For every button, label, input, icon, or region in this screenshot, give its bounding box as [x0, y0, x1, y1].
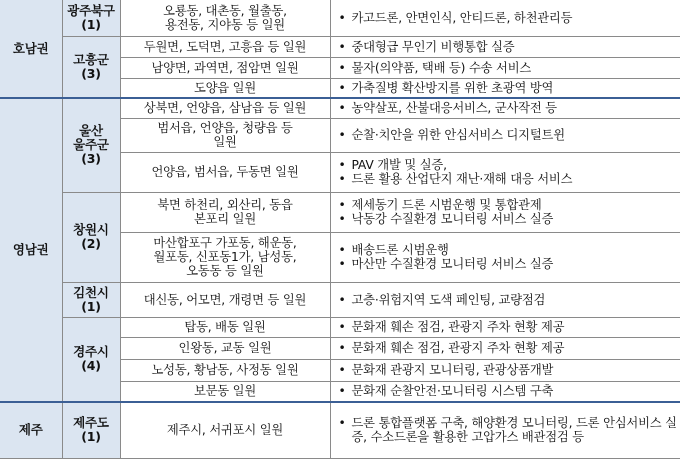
service-item — [339, 363, 678, 377]
area-cell — [120, 381, 330, 402]
area-cell — [120, 98, 330, 118]
area-line: 용전동, 지야동 등 일원 — [165, 17, 285, 32]
table-row — [0, 36, 680, 57]
city-count: (4) — [81, 358, 101, 374]
table-row — [0, 0, 680, 36]
bullet-icon — [339, 81, 352, 95]
service-text: 순찰·치안을 위한 안심서비스 디지털트윈 — [351, 128, 565, 142]
city-name: 광주북구 — [67, 2, 115, 18]
area-cell — [120, 359, 330, 381]
service-cell — [330, 57, 680, 78]
area-line: 일원 — [213, 135, 237, 149]
service-text: 문화재 훼손 점검, 관광지 주차 현황 제공 — [351, 341, 565, 355]
service-item — [339, 61, 678, 75]
area-line: 북면 하천리, 외산리, 동읍 — [157, 198, 293, 212]
service-cell — [330, 78, 680, 98]
service-text: 문화재 순찰안전·모니터링 시스템 구축 — [351, 384, 554, 399]
service-text: PAV 개발 및 실증, — [351, 158, 447, 172]
area-line: 월포동, 신포동1가, 남성동, — [153, 250, 297, 264]
city-count: (1) — [81, 298, 101, 314]
city-count: (2) — [81, 236, 101, 251]
service-text: 드론 통합플랫폼 구축, 해양환경 모니터링, 드론 안심서비스 실증, 수소드론을 활용한 고압가스 배관점검 등 — [351, 416, 677, 445]
city-cell — [62, 402, 120, 458]
bullet-icon — [339, 293, 352, 307]
city-count: (3) — [81, 65, 101, 81]
bullet-icon — [339, 158, 352, 172]
city-cell — [62, 0, 120, 36]
bullet-icon — [339, 101, 352, 115]
city-count: (1) — [81, 16, 101, 32]
city-cell — [62, 317, 120, 402]
service-text: 카고드론, 안면인식, 안티드론, 하천관리등 — [351, 10, 573, 25]
region-cell — [0, 98, 62, 402]
service-item — [339, 158, 678, 172]
service-cell — [330, 192, 680, 232]
service-text: 문화재 훼손 점검, 관광지 주차 현황 제공 — [351, 320, 565, 334]
service-text: 중대형급 무인기 비행통합 실증 — [351, 39, 515, 54]
area-cell — [120, 57, 330, 78]
area-line: 두원면, 도덕면, 고흥읍 등 일원 — [143, 39, 307, 54]
service-text: 문화재 관광지 모니터링, 관광상품개발 — [351, 363, 554, 377]
area-line: 범서읍, 언양읍, 청량읍 등 — [157, 121, 293, 135]
service-text: 배송드론 시범운행 — [351, 243, 449, 257]
region-cell — [0, 402, 62, 458]
city-cell — [62, 282, 120, 317]
bullet-icon — [339, 363, 352, 377]
area-cell — [120, 118, 330, 152]
bullet-icon — [339, 384, 352, 398]
area-cell — [120, 192, 330, 232]
bullet-icon — [339, 212, 352, 226]
service-item — [339, 81, 678, 95]
area-line: 인왕동, 교동 일원 — [178, 341, 272, 355]
area-line: 마산합포구 가포동, 해운동, — [153, 236, 297, 250]
city-count: (3) — [81, 151, 101, 167]
region-label: 영남권 — [12, 242, 49, 257]
bullet-icon — [339, 128, 352, 142]
service-cell — [330, 152, 680, 192]
bullet-icon — [339, 320, 352, 334]
area-cell — [120, 152, 330, 192]
area-line: 오룡동, 대촌동, 월출동, — [163, 3, 287, 18]
area-line: 보문동 일원 — [193, 384, 257, 399]
service-text: 농약살포, 산불대응서비스, 군사작전 등 — [351, 101, 557, 116]
service-item — [339, 172, 678, 186]
service-item — [339, 320, 678, 334]
area-line: 탑동, 배동 일원 — [184, 320, 266, 334]
service-cell — [330, 381, 680, 402]
bullet-icon — [339, 40, 352, 54]
service-text: 낙동강 수질환경 모니터링 서비스 실증 — [351, 212, 554, 226]
bullet-icon — [339, 61, 352, 75]
service-cell — [330, 282, 680, 317]
service-item — [339, 128, 678, 142]
service-item — [339, 384, 678, 398]
area-cell — [120, 0, 330, 36]
service-cell — [330, 317, 680, 337]
area-cell — [120, 232, 330, 282]
service-text: 드론 활용 산업단지 재난·재해 대응 서비스 — [351, 172, 573, 186]
area-cell — [120, 337, 330, 359]
area-line: 언양읍, 범서읍, 두동면 일원 — [151, 165, 299, 179]
service-cell — [330, 402, 680, 458]
city-count: (1) — [81, 429, 101, 445]
service-cell — [330, 0, 680, 36]
service-text: 제세동기 드론 시범운행 및 통합관제 — [351, 198, 542, 212]
service-text: 마산만 수질환경 모니터링 서비스 실증 — [351, 257, 554, 271]
area-line: 남양면, 과역면, 점암면 일원 — [151, 60, 299, 75]
city-cell — [62, 36, 120, 98]
service-item — [339, 40, 678, 54]
area-cell — [120, 317, 330, 337]
city-name: 고흥군 — [73, 51, 109, 67]
city-cell — [62, 192, 120, 282]
service-cell — [330, 98, 680, 118]
area-cell — [120, 78, 330, 98]
table-row — [0, 317, 680, 337]
bullet-icon — [339, 243, 352, 257]
area-line: 상북면, 언양읍, 삼남읍 등 일원 — [143, 101, 307, 116]
service-item — [339, 212, 678, 226]
city-name: 경주시 — [73, 344, 109, 360]
bullet-icon — [339, 341, 352, 355]
bullet-icon — [339, 172, 352, 186]
service-item — [339, 341, 678, 355]
service-item — [339, 293, 678, 307]
city-cell — [62, 98, 120, 192]
city-name: 창원시 — [73, 222, 109, 237]
table-row — [0, 192, 680, 232]
service-item — [339, 198, 678, 212]
table-row — [0, 98, 680, 118]
service-cell — [330, 118, 680, 152]
service-cell — [330, 337, 680, 359]
bullet-icon — [339, 11, 352, 25]
service-item — [339, 257, 678, 271]
service-item — [339, 416, 678, 444]
table-row — [0, 402, 680, 458]
service-item — [339, 11, 678, 25]
area-line: 도양읍 일원 — [193, 80, 257, 95]
service-text: 고층·위험지역 도색 페인팅, 교량점검 — [351, 292, 546, 307]
service-text: 물자(의약품, 택배 등) 수송 서비스 — [351, 60, 532, 75]
service-cell — [330, 359, 680, 381]
city-name: 제주도 — [73, 415, 109, 431]
service-item — [339, 101, 678, 115]
area-line: 제주시, 서귀포시 일원 — [166, 423, 284, 438]
area-line: 오동동 등 일원 — [186, 264, 264, 278]
city-name: 김천시 — [73, 284, 109, 300]
service-item — [339, 243, 678, 257]
region-label: 제주 — [18, 422, 43, 438]
region-cell — [0, 0, 62, 98]
service-text: 가축질병 확산방지를 위한 초광역 방역 — [351, 80, 554, 95]
city-name: 울주군 — [73, 137, 109, 153]
bullet-icon — [339, 257, 352, 271]
table-row — [0, 282, 680, 317]
bullet-icon — [339, 198, 352, 212]
bullet-icon — [339, 416, 352, 430]
region-label: 호남권 — [12, 40, 49, 56]
area-cell — [120, 402, 330, 458]
area-line: 노성동, 황남동, 사정동 일원 — [151, 363, 299, 377]
service-cell — [330, 36, 680, 57]
area-line: 본포리 일원 — [193, 212, 257, 226]
area-line: 대신동, 어모면, 개령면 등 일원 — [143, 292, 307, 307]
area-cell — [120, 282, 330, 317]
area-cell — [120, 36, 330, 57]
city-name: 울산 — [79, 123, 103, 139]
service-cell — [330, 232, 680, 282]
